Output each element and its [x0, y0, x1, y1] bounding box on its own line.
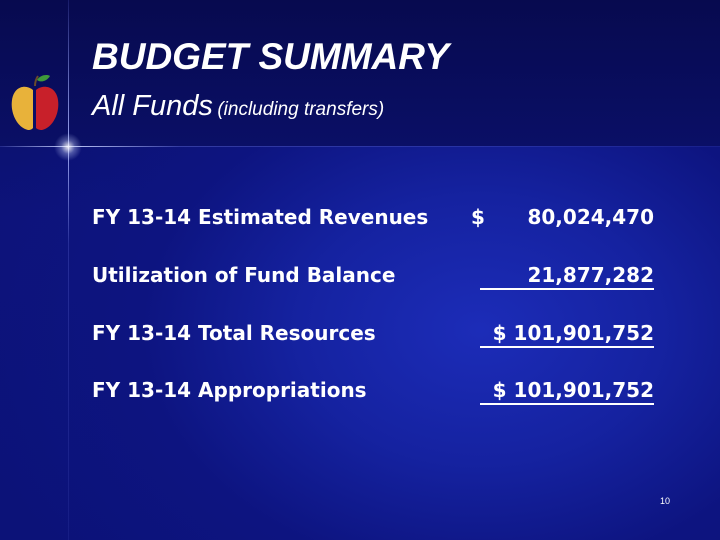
accent-horizontal-line — [0, 146, 720, 147]
row-total-resources-underline — [480, 346, 654, 348]
slide-subtitle — [92, 92, 384, 121]
accent-cross-glow — [54, 133, 82, 161]
row-fund-balance-underline — [480, 288, 654, 290]
page-number: 10 — [660, 496, 671, 506]
row-total-resources-amount: $ 101,901,752 — [492, 321, 654, 345]
subtitle-main: All Funds — [92, 90, 213, 122]
row-fund-balance-label: Utilization of Fund Balance — [92, 263, 396, 287]
row-estimated-revenues-label: FY 13-14 Estimated Revenues — [92, 205, 429, 229]
row-fund-balance-amount: 21,877,282 — [527, 263, 654, 287]
row-appropriations-amount: $ 101,901,752 — [492, 378, 654, 402]
row-estimated-revenues-amount: 80,024,470 — [527, 205, 654, 229]
slide-title: BUDGET SUMMARY — [92, 36, 449, 77]
row-appropriations-label: FY 13-14 Appropriations — [92, 378, 367, 402]
subtitle-parenthetical: (including transfers) — [217, 99, 385, 120]
row-appropriations-underline — [480, 403, 654, 405]
row-total-resources-label: FY 13-14 Total Resources — [92, 321, 376, 345]
apple-icon — [6, 72, 62, 134]
accent-vertical-line — [68, 0, 69, 540]
row-estimated-revenues-currency: $ — [471, 205, 485, 229]
